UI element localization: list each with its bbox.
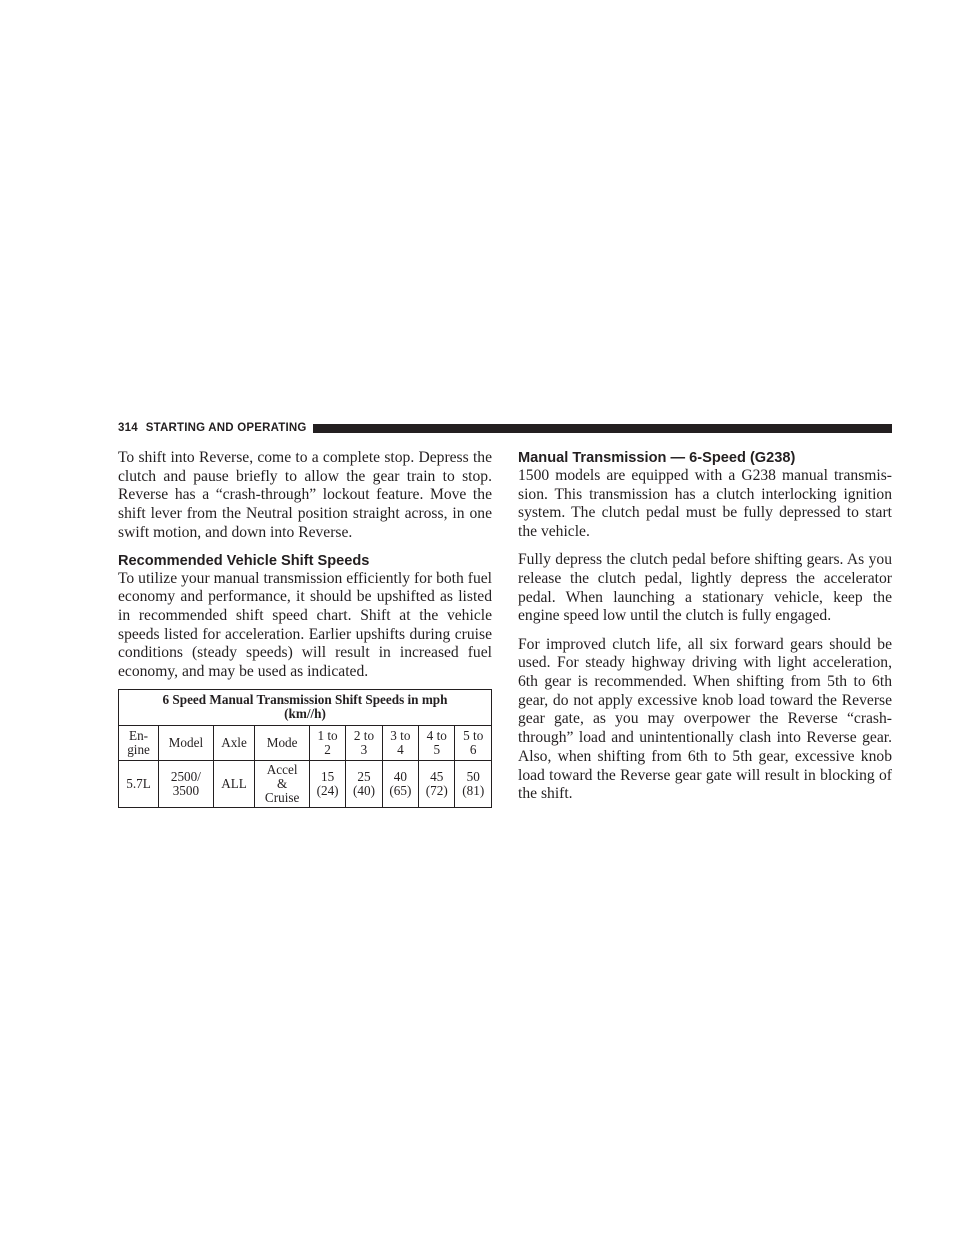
right-column: [518, 449, 892, 813]
cell-text: 5.7L: [126, 775, 151, 791]
cell-text: (24): [316, 782, 339, 798]
table-caption: [119, 689, 492, 725]
table-header-row: [119, 725, 492, 760]
table-cell: [255, 760, 310, 807]
section-title: STARTING AND OPERATING: [145, 422, 307, 434]
cell-text: 50: [466, 768, 480, 784]
cell-text: 2 to: [353, 727, 375, 743]
cell-text: (81): [462, 782, 485, 798]
table-header-cell: [346, 725, 382, 760]
shift-speeds-heading: Recommended Vehicle Shift Speeds: [118, 552, 370, 569]
left-column: [118, 449, 492, 808]
cell-text: Axle: [221, 734, 247, 750]
cell-text: 1 to: [317, 727, 338, 743]
cell-text: 2: [324, 741, 331, 757]
table-caption-line: 6 Speed Manual Transmission Shift Speeds in mph: [162, 691, 448, 707]
cell-text: (40): [352, 782, 375, 798]
cell-text: 3500: [172, 782, 200, 798]
cell-text: (72): [425, 782, 448, 798]
table-header-cell: [455, 725, 492, 760]
manual-transmission-heading: Manual Transmission — 6-Speed (G238): [518, 450, 796, 466]
table-cell: [382, 760, 418, 807]
cell-text: 4: [397, 741, 404, 757]
cell-text: En-: [129, 727, 149, 743]
cell-text: 25: [357, 768, 371, 784]
table-cell: [455, 760, 492, 807]
table-cell: [346, 760, 382, 807]
cell-text: ALL: [221, 775, 247, 791]
cell-text: 5 to: [463, 727, 484, 743]
table-cell: [119, 760, 159, 807]
table-cell: [309, 760, 345, 807]
cell-text: 5: [433, 741, 441, 757]
cell-text: Accel: [266, 761, 298, 777]
table-header-cell: [119, 725, 159, 760]
table-header-cell: [255, 725, 310, 760]
shift-speed-table: [118, 689, 492, 808]
cell-text: Cruise: [264, 789, 300, 805]
cell-text: Mode: [266, 734, 298, 750]
clutch-life-paragraph: For improved clutch life, all six forward gears should be used. For steady highway driving with light acceleration, 6th gear is recommended. When shifting from 5th to 6th gear, do not apply excessive knob load toward the Reverse gear gate, as you may overpower the Reverse “crash-through” load and unintentionally clash into Reverse gear. Also, when shifting from 6th to 5th gear, excessive knob load toward the Reverse gear gate will result in blocking of the shift.: [518, 635, 892, 803]
table-header-cell: [309, 725, 345, 760]
table-cell: [213, 760, 255, 807]
cell-text: 40: [393, 768, 407, 784]
cell-text: 3 to: [390, 727, 411, 743]
table-caption-row: [119, 689, 492, 725]
table-header-cell: [213, 725, 255, 760]
table-header-cell: [419, 725, 455, 760]
cell-text: 6: [469, 741, 477, 757]
cell-text: 4 to: [426, 727, 447, 743]
table-cell: [159, 760, 214, 807]
table-caption-unit: (km//h): [284, 705, 326, 721]
cell-text: gine: [127, 741, 150, 757]
cell-text: 45: [430, 768, 444, 784]
cell-text: 15: [320, 768, 335, 784]
cell-text: Model: [168, 734, 204, 750]
cell-text: &: [276, 775, 288, 791]
cell-text: (65): [389, 782, 412, 798]
table-cell: [419, 760, 455, 807]
cell-text: 2500/: [170, 768, 201, 784]
clutch-paragraph: Fully depress the clutch pedal before shifting gears. As you release the clutch pedal, lightly depress the accelerator pedal. When launching a stationary vehicle, keep the engine speed low until the clutch is fully engaged.: [518, 551, 892, 625]
header-rule: [313, 424, 892, 433]
reverse-paragraph: To shift into Reverse, come to a complete stop. Depress the clutch and pause briefly to allow the gear train to stop. Reverse has a “crash-through” lockout feature. Move the shift lever from the Neutral position straight across, in one swift motion, and down into Reverse.: [118, 449, 492, 541]
g238-paragraph: 1500 models are equipped with a G238 manual transmission. This transmission has a clutch interlocking ignition system. The clutch pedal must be fully depressed to start the vehicle.: [518, 467, 892, 541]
page-number: 314: [118, 422, 138, 434]
table-header-cell: [382, 725, 418, 760]
page-header: [118, 420, 892, 436]
table-row: [119, 760, 492, 807]
table-header-cell: [159, 725, 214, 760]
shift-speeds-paragraph: To utilize your manual transmission efficiently for both fuel economy and performance, it should be upshifted as listed in recommended shift speed chart. Shift at the vehicle speeds listed for acceleration. Earlier upshifts during cruise conditions (steady speeds) will result in increased fuel economy, and may be used as indicated.: [118, 569, 492, 681]
cell-text: 3: [360, 741, 368, 757]
